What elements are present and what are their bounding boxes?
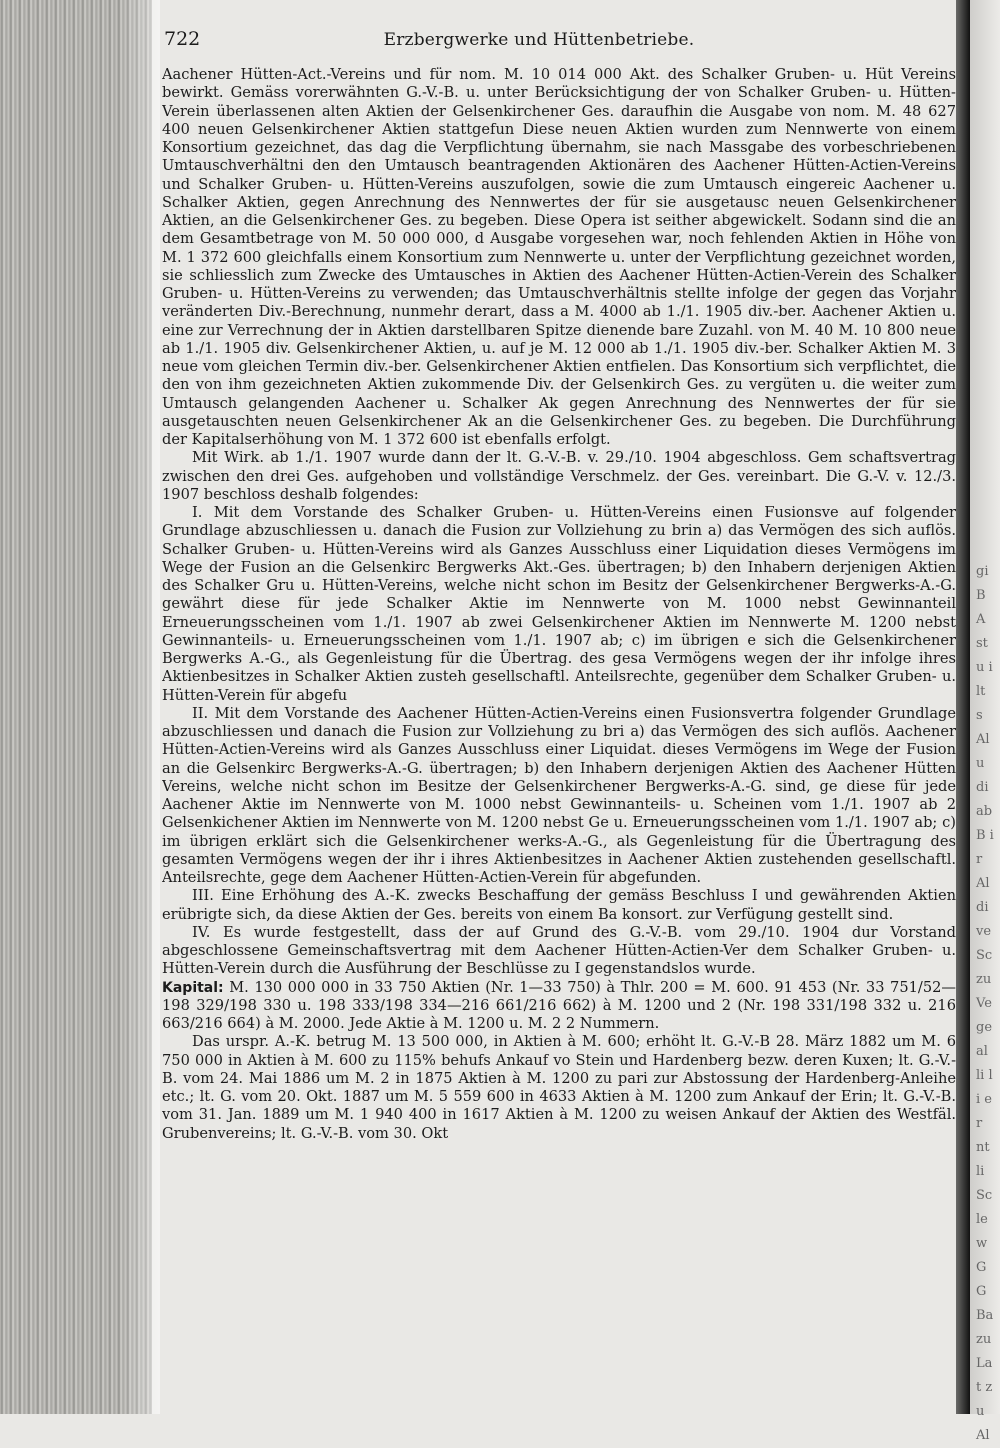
scanned-page	[162, 22, 956, 1394]
page-edge-shadow	[956, 0, 970, 1414]
page-header	[162, 22, 956, 52]
page-number: 722	[164, 28, 201, 50]
paragraph-intro: Aachener Hütten-Act.-Vereins und für nom. M. 10 014 000 Akt. des Schalker Gruben- u. Hüt Vereins bewirkt. Gemäss vorerwähnten G.-V.-B. u. unter Berücksichtigung der von Schalker Gruben- u. Hütten-Verein überlassenen alten Aktien der Gelsenkirchener Ges. daraufhin die Ausgabe von nom. M. 48 627 400 neuen Gelsenkirchener Aktien stattgefun Diese neuen Aktien wurden zum Nennwerte von einem Konsortium gezeichnet, das dag die Verpflichtung übernahm, sie nach Massgabe des vorbeschriebenen Umtauschverhältni den den Umtausch beantragenden Aktionären des Aachener Hütten-Actien-Vereins und Schalker Gruben- u. Hütten-Vereins auszufolgen, sowie die zum Umtausch eingereic Aachener u. Schalker Aktien, gegen Anrechnung des Nennwertes der für sie ausgetausc neuen Gelsenkirchener Aktien, an die Gelsenkirchener Ges. zu begeben. Diese Opera ist seither abgewickelt. Sodann sind die an dem Gesamtbetrage von M. 50 000 000, d Ausgabe vorgesehen war, noch fehlenden Aktien in Höhe von M. 1 372 600 gleichfalls einem Konsortium zum Nennwerte u. unter der Verpflichtung gezeichnet worden, sie schliesslich zum Zwecke des Umtausches in Aktien des Aachener Hütten-Actien-Verein des Schalker Gruben- u. Hütten-Vereins zu verwenden; das Umtauschverhältnis stellte infolge der gegen das Vorjahr veränderten Div.-Berechnung, nunmehr derart, dass a M. 4000 ab 1./1. 1905 div.-ber. Aachener Aktien u. eine zur Verrechnung der in Aktien darstellbaren Spitze dienende bare Zuzahl. von M. 40 M. 10 800 neue ab 1./1. 1905 div. Gelsenkirchener Aktien, u. auf je M. 12 000 ab 1./1. 1905 div.-ber. Schalker Aktien M. 3 neue vom gleichen Termin div.-ber. Gelsenkirchener Aktien entfielen. Das Konsortium sich verpflichtet, die den von ihm gezeichneten Aktien zukommende Div. der Gelsenkirch Ges. zu vergüten u. die weiter zum Umtausch gelangenden Aachener u. Schalker Ak gegen Anrechnung des Nennwertes der für sie ausgetauschten neuen Gelsenkirchener Ak an die Gelsenkirchener Ges. zu begeben. Die Durchführung der Kapitalserhöhung von M. 1 372 600 ist ebenfalls erfolgt.	[162, 66, 956, 448]
gutter-shade	[120, 0, 160, 1414]
paragraph-item-2: II. Mit dem Vorstande des Aachener Hütten-Actien-Vereins einen Fusionsvertra folgender Grundlage abzuschliessen und danach die Fusion zur Vollziehung zu bri a) das Vermögen des sich auflös. Aachener Hütten-Actien-Vereins wird als Ganzes Ausschluss einer Liquidat. dieses Vermögens im Wege der Fusion an die Gelsenkirc Bergwerks-A.-G. übertragen; b) den Inhabern derjenigen Aktien des Aachener Hütten Vereins, welche nicht schon im Besitze der Gelsenkirchener Bergwerks-A.-G. sind, ge diese für jede Aachener Aktie im Nennwerte von M. 1000 nebst Gewinnanteils- u. Scheinen vom 1./1. 1907 ab 2 Gelsenkichener Aktien im Nennwerte von M. 1200 nebst Ge u. Erneuerungsscheinen vom 1./1. 1907 ab; c) im übrigen erklärt sich die Gelsenkirchener werks-A.-G., als Gegenleistung für die Übertragung des gesamten Vermögens wegen der ihr i ihres Aktienbesitzes in Aachener Aktien zustehenden gesellschaftl. Anteilsrechte, gege dem Aachener Hütten-Actien-Verein für abgefunden.	[162, 704, 956, 886]
kapital-label: Kapital:	[162, 979, 224, 996]
paragraph-item-1: I. Mit dem Vorstande des Schalker Gruben- u. Hütten-Vereins einen Fusionsve auf folgender Grundlage abzuschliessen u. danach die Fusion zur Vollziehung zu brin a) das Vermögen des sich auflös. Schalker Gruben- u. Hütten-Vereins wird als Ganzes Ausschluss einer Liquidation dieses Vermögens im Wege der Fusion an die Gelsenkirc Bergwerks Akt.-Ges. übertragen; b) den Inhabern derjenigen Aktien des Schalker Gru u. Hütten-Vereins, welche nicht schon im Besitz der Gelsenkirchener Bergwerks-A.-G. gewährt diese für jede Schalker Aktie im Nennwerte von M. 1000 nebst Gewinnanteil Erneuerungsscheinen vom 1./1. 1907 ab zwei Gelsenkirchener Aktien im Nennwerte M. 1200 nebst Gewinnanteils- u. Erneuerungsscheinen vom 1./1. 1907 ab; c) im übrigen e sich die Gelsenkirchener Bergwerks A.-G., als Gegenleistung für die Übertrag. des gesa Vermögens wegen der ihr infolge ihres Aktienbesitzes in Schalker Aktien zusteh gesellschaftl. Anteilsrechte, gegenüber dem Schalker Gruben- u. Hütten-Verein für abgefu	[162, 504, 956, 704]
page-body	[162, 66, 956, 1143]
paragraph-item-4: IV. Es wurde festgestellt, dass der auf Grund des G.-V.-B. vom 29./10. 1904 dur Vorstand abgeschlossene Gemeinschaftsvertrag mit dem Aachener Hütten-Actien-Ver dem Schalker Gruben- u. Hütten-Verein durch die Ausführung der Beschlüsse zu I gegenstandslos wurde.	[162, 923, 956, 978]
facing-page-fragments: gi B A st u ilt s Al u di ab B ir Al di ve Sc zu Ve ge al li li er nt li Sc le w G G Ba zu Lat zu Al	[976, 564, 994, 1443]
paragraph-capital-history: Das urspr. A.-K. betrug M. 13 500 000, in Aktien à M. 600; erhöht lt. G.-V.-B 28. März 1882 um M. 6 750 000 in Aktien à M. 600 zu 115% behufs Ankauf vo Stein und Hardenberg bezw. deren Kuxen; lt. G.-V.-B. vom 24. Mai 1886 um M. 2 in 1875 Aktien à M. 1200 zu pari zur Abstossung der Hardenberg-Anleihe etc.; lt. G. vom 20. Okt. 1887 um M. 5 559 600 in 4633 Aktien à M. 1200 zum Ankauf der Erin; lt. G.-V.-B. vom 31. Jan. 1889 um M. 1 940 400 in 1617 Aktien à M. 1200 zu weisen Ankauf der Aktien des Westfäl. Grubenvereins; lt. G.-V.-B. vom 30. Okt	[162, 1033, 956, 1142]
paragraph-kapital	[162, 979, 956, 1034]
paragraph-merger: Mit Wirk. ab 1./1. 1907 wurde dann der lt. G.-V.-B. v. 29./10. 1904 abgeschloss. Gem schaftsvertrag zwischen den drei Ges. aufgehoben und vollständige Verschmelz. der Ges. vereinbart. Die G.-V. v. 12./3. 1907 beschloss deshalb folgendes:	[162, 449, 956, 503]
paragraph-item-3: III. Eine Erhöhung des A.-K. zwecks Beschaffung der gemäss Beschluss I und gewährenden Aktien erübrigte sich, da diese Aktien der Ges. bereits von einem Ba konsort. zur Verfügung gestellt sind.	[162, 887, 956, 923]
running-title: Erzbergwerke und Hüttenbetriebe.	[383, 30, 695, 50]
kapital-text: M. 130 000 000 in 33 750 Aktien (Nr. 1—33 750) à Thlr. 200 = M. 600. 91 453 (Nr. 33 751/52—198 329/198 330 u. 198 333/198 334—216 661/216 662) à M. 1200 und 2 (Nr. 198 331/198 332 u. 216 663/216 664) à M. 2000. Jede Aktie à M. 1200 u. M. 2 2 Nummern.	[162, 978, 956, 1032]
